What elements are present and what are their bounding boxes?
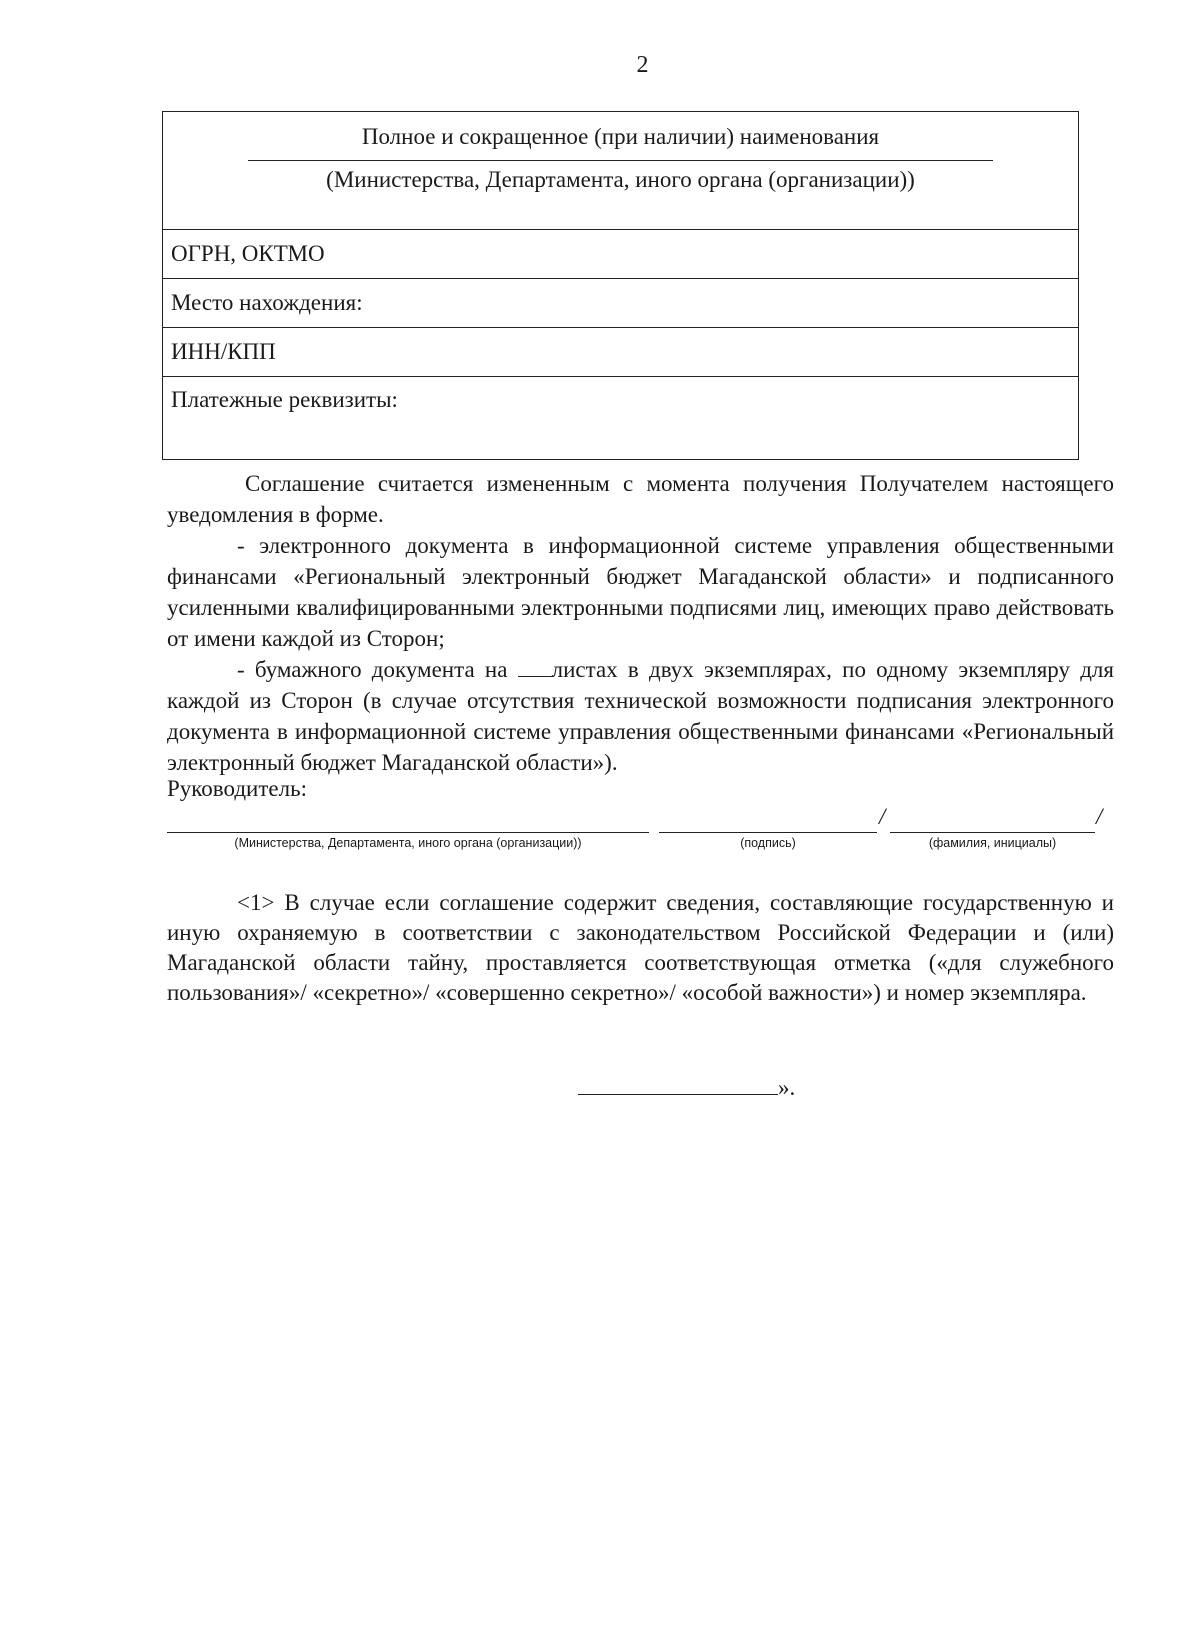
footnote — [167, 888, 1114, 1008]
requisites-row-ogrn: ОГРН, ОКТМО — [163, 230, 1079, 279]
requisites-table — [162, 111, 1079, 460]
intro-paragraph: Соглашение считается измененным с момента получения Получателем настоящего уведомления в форме. — [167, 471, 1114, 527]
requisites-row-payment: Платежные реквизиты: — [163, 377, 1079, 460]
caption-name: (фамилия, инициалы) — [928, 836, 1057, 850]
signature-line[interactable] — [659, 810, 877, 833]
bullet-paper-end: листах в двух экземплярах, по одному экземпляру для каждой из Сторон (в случае отсутствия технической возможности подписания электронного документа в информационной системе управления общественными финансами «Региональный электронный бюджет Магаданской области»). — [167, 657, 1114, 775]
page-number: 2 — [636, 52, 649, 78]
requisites-header-subtitle: (Министерства, Департамента, иного органа (организации)) — [326, 167, 915, 192]
name-signature-line[interactable] — [890, 810, 1095, 833]
requisites-header-title: Полное и сокращенное (при наличии) наименования — [361, 124, 880, 149]
bullet-electronic: - электронного документа в информационной системе управления общественными финансами «Региональный электронный бюджет Магаданской области» и подписанного усиленными квалифицированными электронными подписями лиц, имеющих право действовать от имени каждой из Сторон; — [167, 533, 1114, 651]
requisites-row-inn: ИНН/КПП — [163, 328, 1079, 377]
signature-row — [167, 804, 1114, 850]
requisites-header-cell — [163, 112, 1079, 230]
slash-right: / — [1096, 804, 1103, 829]
caption-sign: (подпись) — [740, 836, 796, 850]
closing-mark — [578, 1075, 795, 1101]
closing-blank[interactable] — [578, 1076, 778, 1095]
requisites-row-location: Место нахождения: — [163, 279, 1079, 328]
requisites-header-underline — [248, 160, 993, 161]
slash-left: / — [879, 804, 886, 829]
footnote-text: <1> В случае если соглашение содержит сведения, составляющие государственную и иную охраняемую в соответствии с законодательством Российской Федерации и (или) Магаданской области тайну, проставляется соответствующая отметка («для служебного пользования»/ «секретно»/ «совершенно секретно»/ «особой важности») и номер экземпляра. — [167, 890, 1114, 1005]
body-text — [167, 468, 1114, 778]
caption-org: (Министерства, Департамента, иного органа (организации)) — [234, 836, 582, 850]
bullet-paper-start: - бумажного документа на — [237, 657, 518, 682]
org-signature-line[interactable] — [167, 810, 649, 833]
bullet-paper — [167, 654, 1114, 778]
head-label: Руководитель: — [167, 776, 307, 801]
closing-quote: ». — [778, 1075, 796, 1100]
sheets-count-blank[interactable] — [518, 658, 552, 677]
